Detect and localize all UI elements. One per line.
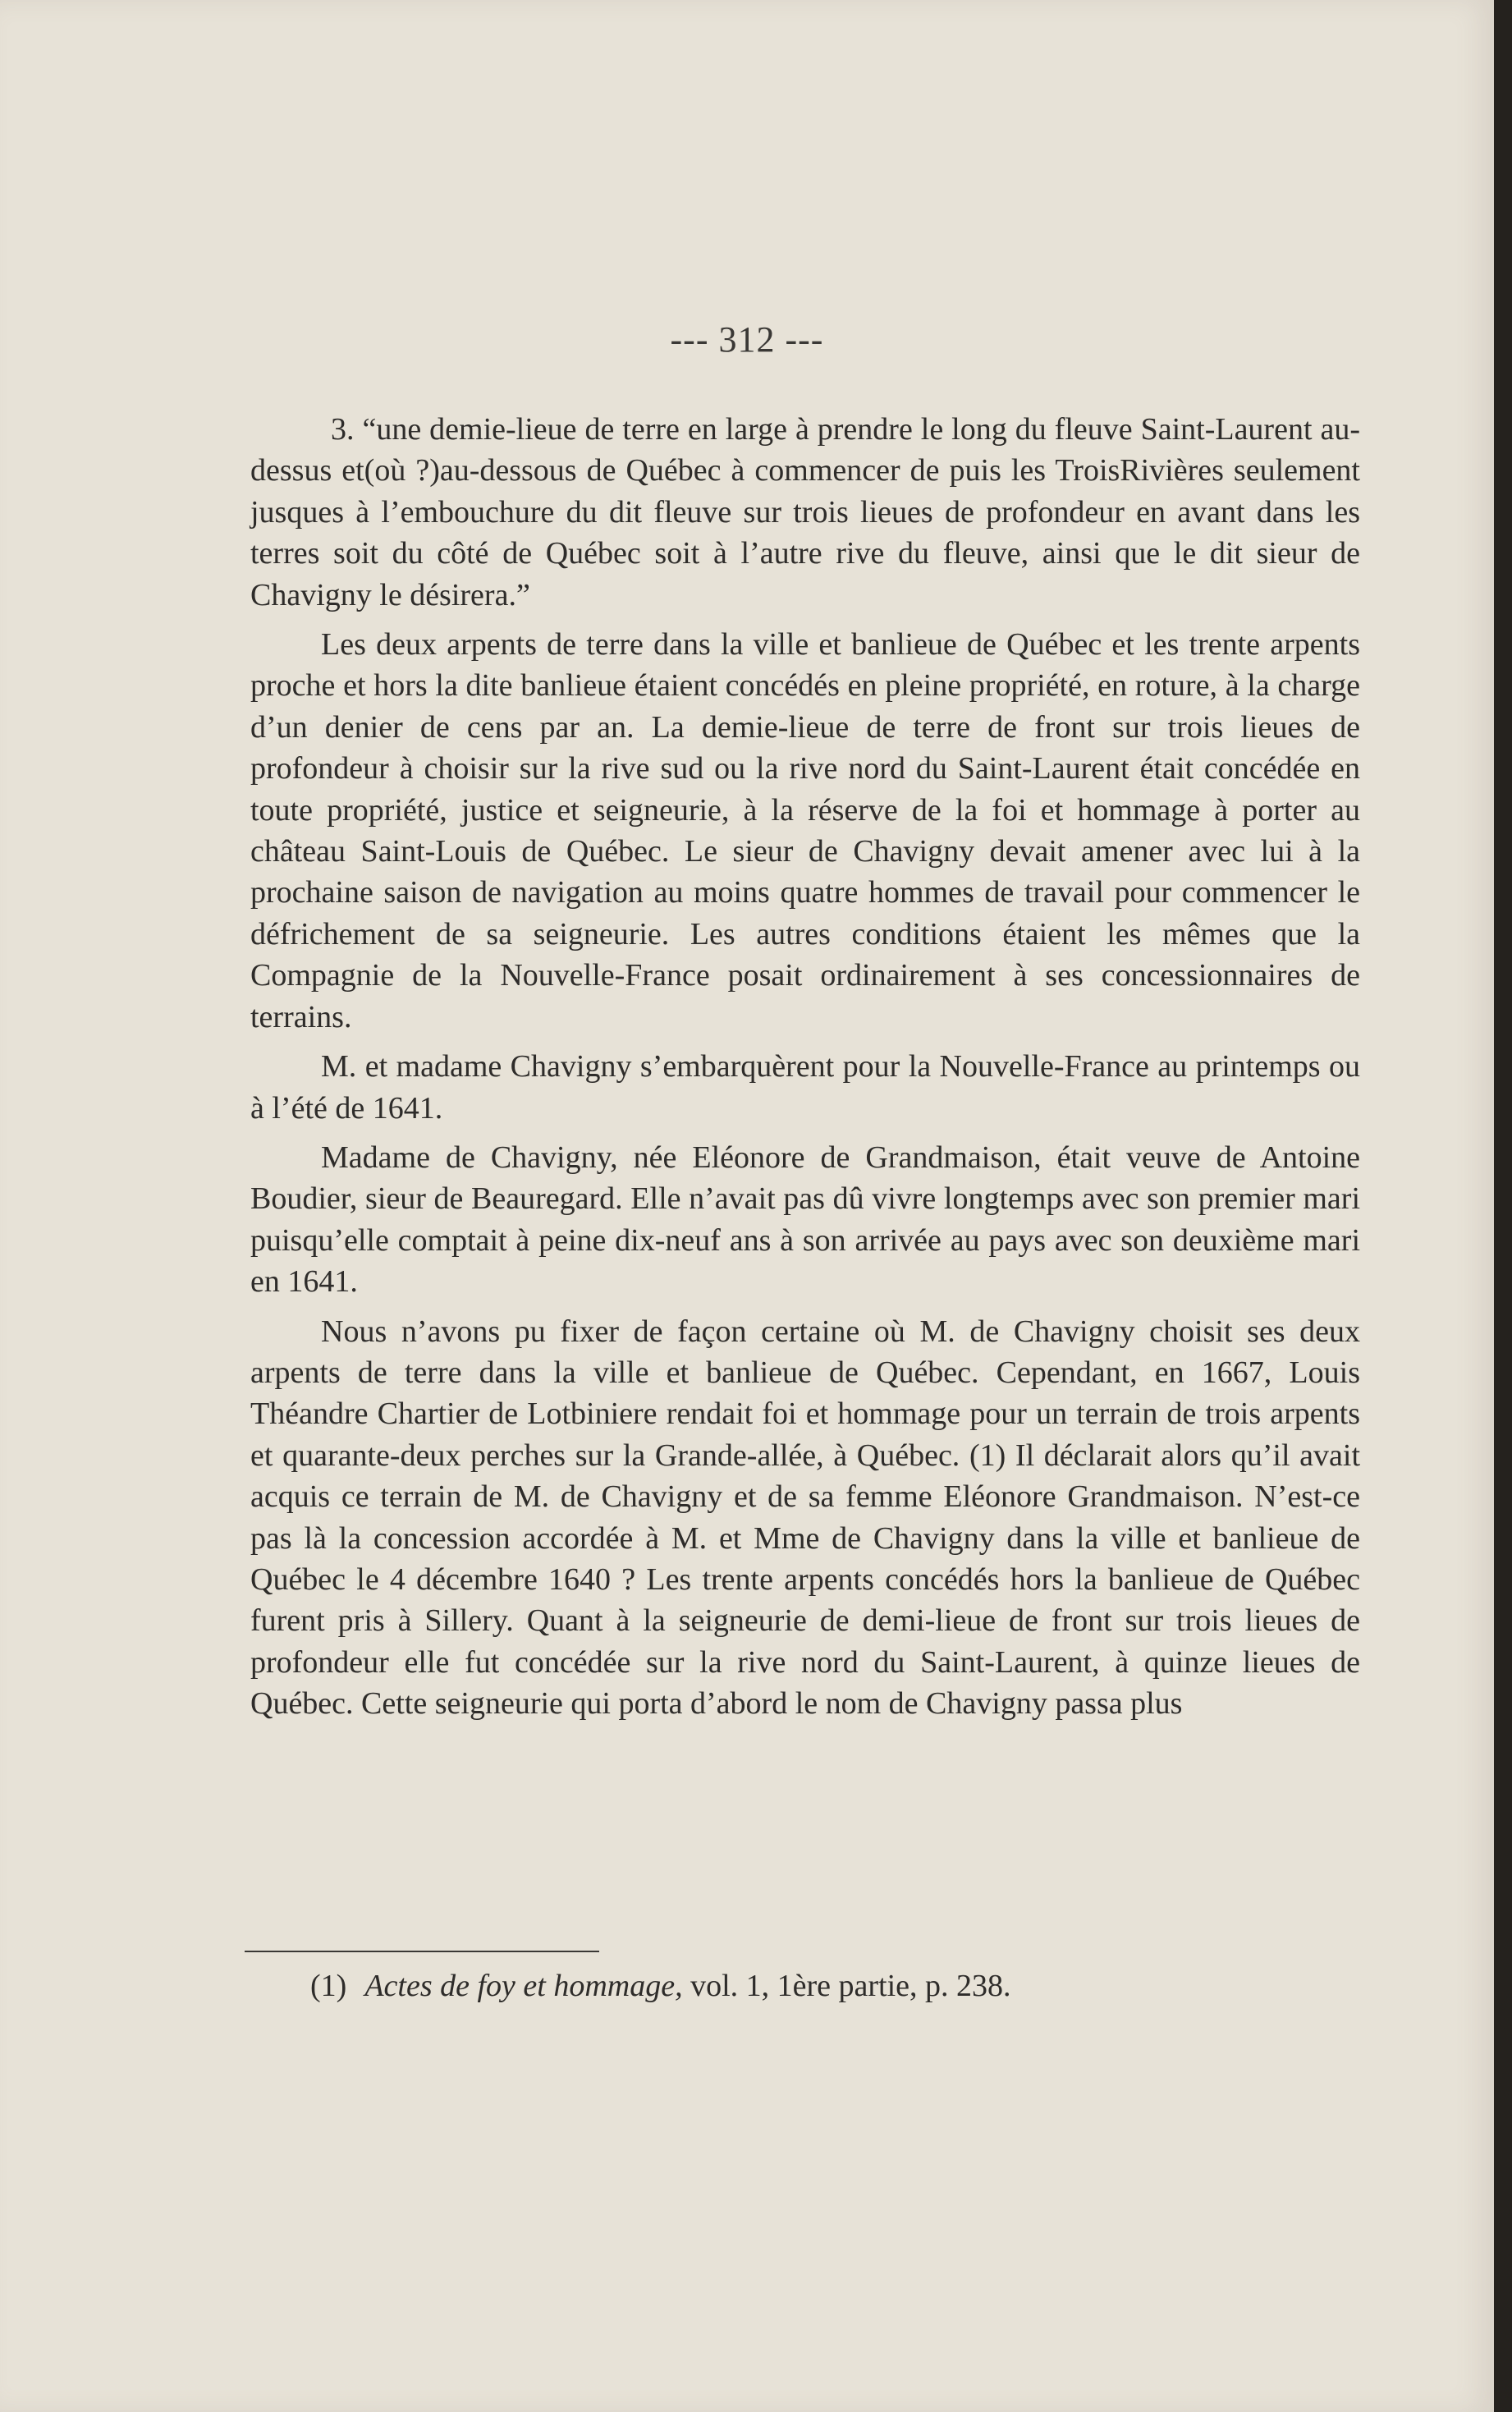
footnote-marker: (1)	[310, 1969, 347, 2003]
paragraph-2: Les deux arpents de terre dans la ville et banlieue de Québec et les trente arpents proche et hors la dite banlieue étaient concédés en pleine propriété, en roture, à la charge d’un denier de cens par an. La demie-lieue de terre de front sur trois lieues de profondeur à choisir sur la rive sud ou la rive nord du Saint-Laurent était concédée en toute propriété, justice et seigneurie, à la réserve de la foi et hommage à porter au château Saint-Louis de Québec. Le sieur de Chavigny devait amener avec lui à la prochaine saison de navigation au moins quatre hommes de travail pour commencer le défrichement de sa seigneurie. Les autres conditions étaient les mêmes que la Compagnie de la Nouvelle-France posait ordinairement à ses concessionnaires de terrains.	[250, 627, 1360, 1034]
footnote	[310, 1965, 1011, 2006]
paragraph-3: M. et madame Chavigny s’embarquèrent pour la Nouvelle-France au printemps ou à l’été de 1641.	[250, 1049, 1360, 1126]
paragraph-1: 3. “une demie-lieue de terre en large à prendre le long du fleuve Saint-Laurent au-dessus et(où ?)au-dessous de Québec à commencer de puis les TroisRivières seulement jusques à l’embouchure du dit fleuve sur trois lieues de profondeur en avant dans les terres soit du côté de Québec soit à l’autre rive du fleuve, ainsi que le dit sieur de Chavigny le désirera.”	[250, 412, 1360, 612]
paragraph-4: Madame de Chavigny, née Eléonore de Grandmaison, était veuve de Antoine Boudier, sieur de Beauregard. Elle n’avait pas dû vivre longtemps avec son premier mari puisqu’elle comptait à peine dix-neuf ans à son arrivée au pays avec son deuxième mari en 1641.	[250, 1140, 1360, 1300]
footnote-divider	[245, 1951, 599, 1952]
page-number: --- 312 ---	[670, 319, 824, 360]
footnote-source-detail: vol. 1, 1ère partie, p. 238.	[690, 1969, 1011, 2003]
page-edge	[1494, 0, 1512, 2412]
paragraph-5: Nous n’avons pu fixer de façon certaine où M. de Chavigny choisit ses deux arpents de terre dans la ville et banlieue de Québec. Cependant, en 1667, Louis Théandre Chartier de Lotbiniere rendait foi et hommage pour un terrain de trois arpents et quarante-deux perches sur la Grande-allée, à Québec. (1) Il déclarait alors qu’il avait acquis ce terrain de M. de Chavigny et de sa femme Eléonore Grandmaison. N’est-ce pas là la concession accordée à M. et Mme de Chavigny dans la ville et banlieue de Québec le 4 décembre 1640 ? Les trente arpents concédés hors la banlieue de Québec furent pris à Sillery. Quant à la seigneurie de demi-lieue de front sur trois lieues de profondeur elle fut concédée sur la rive nord du Saint-Laurent, à quinze lieues de Québec. Cette seigneurie qui porta d’abord le nom de Chavigny passa plus	[250, 1314, 1360, 1722]
footnote-source-title: Actes de foy et hommage,	[364, 1969, 683, 2003]
body-text	[250, 409, 1360, 1733]
